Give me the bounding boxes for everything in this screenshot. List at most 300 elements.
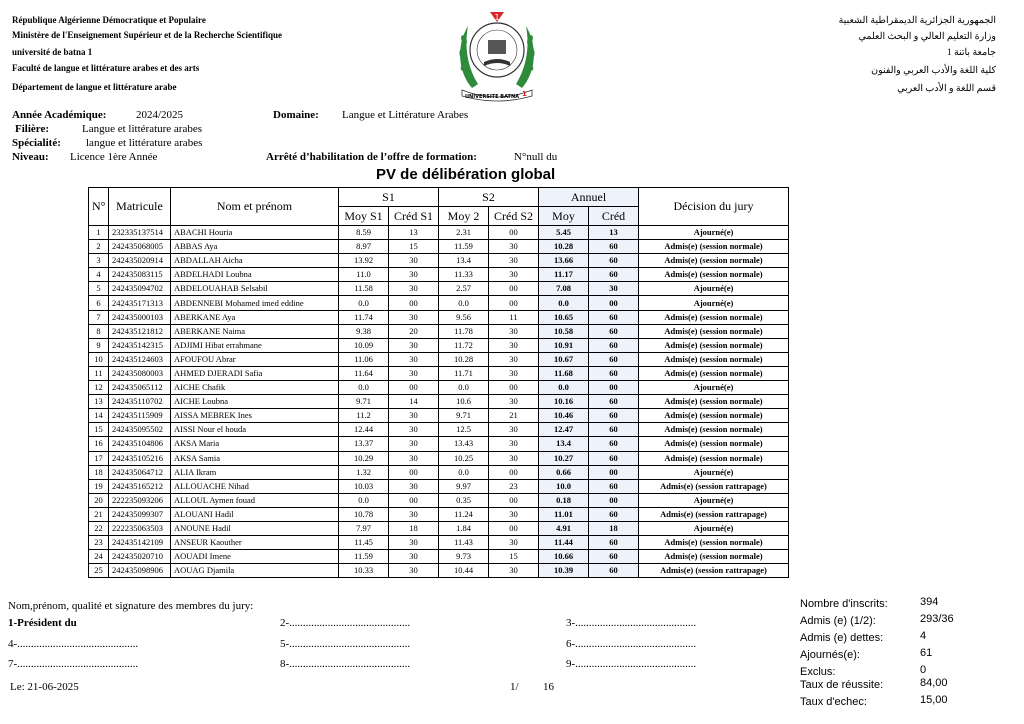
cell-nom: AHMED DJERADI Safia [171, 366, 339, 380]
jury-member-7: 7-............................................ [8, 658, 139, 670]
cell-moy-2: 11.43 [439, 536, 489, 550]
table-row [89, 226, 789, 240]
cell-num: 19 [89, 479, 109, 493]
stat-value: 0 [920, 664, 927, 676]
stat-value: 293/36 [920, 613, 954, 625]
table-row [89, 507, 789, 521]
table-row [89, 479, 789, 493]
cell-cred-s2: 00 [489, 296, 539, 310]
cell-moy-s1: 0.0 [339, 493, 389, 507]
cell-num: 15 [89, 423, 109, 437]
col-annuel: Annuel [539, 188, 639, 207]
cell-matricule: 242435020914 [109, 254, 171, 268]
cell-cred-s1: 30 [389, 451, 439, 465]
cell-moy: 0.0 [539, 296, 589, 310]
cell-moy-2: 0.0 [439, 381, 489, 395]
cell-cred: 60 [589, 550, 639, 564]
logo-caption: UNIVERSITE BATNA [464, 94, 520, 100]
cell-decision: Admis(e) (session normale) [639, 550, 789, 564]
table-row [89, 451, 789, 465]
cell-cred-s2: 30 [489, 507, 539, 521]
cell-cred-s1: 30 [389, 282, 439, 296]
header-right-line: كلية اللغة والأدب العربي والفنون [871, 66, 996, 76]
cell-moy-s1: 9.38 [339, 324, 389, 338]
cell-moy-s1: 1.32 [339, 465, 389, 479]
cell-cred: 00 [589, 381, 639, 395]
header-left-line: Département de langue et littérature arabe [12, 82, 177, 92]
table-body [89, 226, 789, 578]
cell-cred-s1: 30 [389, 366, 439, 380]
cell-cred-s2: 30 [489, 338, 539, 352]
cell-decision: Admis(e) (session normale) [639, 352, 789, 366]
cell-cred-s2: 30 [489, 437, 539, 451]
cell-matricule: 222235063503 [109, 521, 171, 535]
cell-moy-2: 0.0 [439, 465, 489, 479]
cell-cred: 60 [589, 324, 639, 338]
cell-nom: AKSA Samia [171, 451, 339, 465]
cell-decision: Ajourné(e) [639, 493, 789, 507]
cell-cred-s2: 00 [489, 226, 539, 240]
cell-nom: AISSI Nour el houda [171, 423, 339, 437]
cell-moy-s1: 10.33 [339, 564, 389, 578]
jury-member-1: 1-Président du [8, 617, 77, 629]
cell-matricule: 242435064712 [109, 465, 171, 479]
cell-nom: ANOUNE Hadil [171, 521, 339, 535]
cell-nom: AKSA Maria [171, 437, 339, 451]
stat-label: Exclus: [800, 666, 836, 678]
jury-member-6: 6-............................................ [566, 638, 697, 650]
cell-num: 2 [89, 240, 109, 254]
cell-cred-s2: 15 [489, 550, 539, 564]
cell-moy: 10.58 [539, 324, 589, 338]
cell-moy-s1: 0.0 [339, 381, 389, 395]
footer-date: Le: 21-06-2025 [10, 681, 79, 693]
table-row [89, 352, 789, 366]
cell-moy-s1: 10.78 [339, 507, 389, 521]
cell-moy-2: 11.78 [439, 324, 489, 338]
cell-cred: 60 [589, 507, 639, 521]
cell-decision: Admis(e) (session rattrapage) [639, 479, 789, 493]
cell-matricule: 242435080003 [109, 366, 171, 380]
cell-moy-2: 11.33 [439, 268, 489, 282]
cell-cred: 30 [589, 282, 639, 296]
cell-nom: ANSEUR Kaouther [171, 536, 339, 550]
cell-moy-s1: 10.09 [339, 338, 389, 352]
cell-cred-s2: 30 [489, 268, 539, 282]
niveau-value: Licence 1ère Année [70, 151, 158, 163]
col-s1: S1 [339, 188, 439, 207]
cell-moy: 10.0 [539, 479, 589, 493]
cell-moy: 10.39 [539, 564, 589, 578]
stat-label: Admis (e) dettes: [800, 632, 884, 644]
cell-moy-2: 9.73 [439, 550, 489, 564]
cell-nom: AICHE Loubna [171, 395, 339, 409]
cell-cred: 60 [589, 240, 639, 254]
cell-cred-s2: 00 [489, 521, 539, 535]
cell-num: 17 [89, 451, 109, 465]
cell-nom: ALOUANI Hadil [171, 507, 339, 521]
header-right [839, 14, 996, 96]
col-moy-2: Moy 2 [439, 207, 489, 226]
cell-moy: 11.44 [539, 536, 589, 550]
cell-moy-2: 9.97 [439, 479, 489, 493]
col-cred-s1: Créd S1 [389, 207, 439, 226]
jury-member-9: 9-............................................ [566, 658, 697, 670]
arrete-label: Arrêté d’habilitation de l’offre de formation: [266, 151, 477, 163]
cell-cred-s1: 30 [389, 536, 439, 550]
cell-moy-2: 2.57 [439, 282, 489, 296]
header-left-line: université de batna 1 [12, 47, 93, 57]
cell-decision: Admis(e) (session normale) [639, 536, 789, 550]
cell-moy-2: 10.44 [439, 564, 489, 578]
annee-value: 2024/2025 [136, 109, 184, 121]
cell-nom: ABDENNEBI Mohamed imed eddine [171, 296, 339, 310]
cell-cred-s1: 30 [389, 437, 439, 451]
cell-nom: ABDELOUAHAB Selsabil [171, 282, 339, 296]
cell-matricule: 222235093206 [109, 493, 171, 507]
cell-moy: 13.4 [539, 437, 589, 451]
col-decision: Décision du jury [639, 188, 789, 226]
cell-cred: 18 [589, 521, 639, 535]
cell-matricule: 242435068005 [109, 240, 171, 254]
cell-matricule: 242435095502 [109, 423, 171, 437]
cell-nom: ABACHI Houria [171, 226, 339, 240]
cell-cred-s1: 00 [389, 465, 439, 479]
domaine-label: Domaine: [273, 109, 319, 121]
cell-moy-s1: 9.71 [339, 395, 389, 409]
cell-cred-s1: 30 [389, 423, 439, 437]
cell-moy-s1: 13.92 [339, 254, 389, 268]
cell-moy-s1: 11.06 [339, 352, 389, 366]
cell-matricule: 242435094702 [109, 282, 171, 296]
cell-cred-s2: 30 [489, 254, 539, 268]
jury-title: Nom,prénom, qualité et signature des membres du jury: [8, 600, 254, 612]
cell-num: 12 [89, 381, 109, 395]
cell-moy: 0.0 [539, 381, 589, 395]
cell-cred-s2: 21 [489, 409, 539, 423]
cell-moy: 7.08 [539, 282, 589, 296]
cell-matricule: 242435121812 [109, 324, 171, 338]
cell-num: 25 [89, 564, 109, 578]
cell-matricule: 242435142315 [109, 338, 171, 352]
cell-matricule: 242435105216 [109, 451, 171, 465]
cell-moy: 10.27 [539, 451, 589, 465]
cell-moy-s1: 11.0 [339, 268, 389, 282]
col-s2: S2 [439, 188, 539, 207]
cell-cred-s1: 30 [389, 507, 439, 521]
header-left-line: Ministère de l'Enseignement Supérieur et de la Recherche Scientifique [12, 30, 282, 40]
cell-matricule: 242435165212 [109, 479, 171, 493]
cell-cred: 60 [589, 437, 639, 451]
annee-label: Année Académique: [12, 109, 107, 121]
stat-value: 84,00 [920, 677, 948, 689]
table-row [89, 493, 789, 507]
cell-moy-s1: 11.74 [339, 310, 389, 324]
stat-label: Taux d'echec: [800, 696, 867, 708]
cell-nom: ABDELHADI Loubna [171, 268, 339, 282]
cell-num: 21 [89, 507, 109, 521]
cell-cred-s2: 30 [489, 324, 539, 338]
cell-cred: 60 [589, 409, 639, 423]
header-right-line: قسم اللغة و الأدب العربي [897, 84, 996, 94]
cell-cred: 60 [589, 268, 639, 282]
table-row [89, 521, 789, 535]
deliberation-table [88, 187, 789, 578]
table-row [89, 536, 789, 550]
cell-moy: 10.65 [539, 310, 589, 324]
table-row [89, 268, 789, 282]
cell-cred-s1: 30 [389, 564, 439, 578]
cell-decision: Ajourné(e) [639, 521, 789, 535]
cell-cred-s2: 11 [489, 310, 539, 324]
cell-moy: 12.47 [539, 423, 589, 437]
cell-cred-s1: 30 [389, 409, 439, 423]
table-row [89, 381, 789, 395]
cell-decision: Admis(e) (session normale) [639, 366, 789, 380]
cell-moy-2: 13.4 [439, 254, 489, 268]
cell-matricule: 242435000103 [109, 310, 171, 324]
cell-matricule: 242435020710 [109, 550, 171, 564]
cell-decision: Admis(e) (session normale) [639, 451, 789, 465]
cell-cred: 60 [589, 395, 639, 409]
table-row [89, 465, 789, 479]
cell-moy-2: 13.43 [439, 437, 489, 451]
jury-member-5: 5-............................................ [280, 638, 411, 650]
cell-moy: 11.68 [539, 366, 589, 380]
cell-num: 11 [89, 366, 109, 380]
cell-matricule: 242435171313 [109, 296, 171, 310]
cell-matricule: 242435083115 [109, 268, 171, 282]
cell-cred-s2: 30 [489, 423, 539, 437]
cell-cred-s1: 14 [389, 395, 439, 409]
cell-decision: Ajourné(e) [639, 296, 789, 310]
cell-decision: Admis(e) (session rattrapage) [639, 507, 789, 521]
table-row [89, 437, 789, 451]
cell-cred-s2: 23 [489, 479, 539, 493]
cell-cred-s2: 00 [489, 381, 539, 395]
stat-value: 15,00 [920, 694, 948, 706]
cell-moy: 10.46 [539, 409, 589, 423]
table-row [89, 423, 789, 437]
university-logo [452, 6, 542, 102]
cell-decision: Admis(e) (session normale) [639, 310, 789, 324]
cell-matricule: 242435104806 [109, 437, 171, 451]
table-row [89, 550, 789, 564]
cell-cred-s1: 00 [389, 381, 439, 395]
cell-num: 1 [89, 226, 109, 240]
cell-cred-s2: 00 [489, 282, 539, 296]
cell-moy: 4.91 [539, 521, 589, 535]
stat-label: Taux de réussite: [800, 679, 884, 691]
cell-moy: 10.28 [539, 240, 589, 254]
cell-decision: Ajourné(e) [639, 282, 789, 296]
cell-moy-2: 2.31 [439, 226, 489, 240]
cell-moy-s1: 0.0 [339, 296, 389, 310]
table-row [89, 366, 789, 380]
cell-moy-2: 9.56 [439, 310, 489, 324]
cell-cred-s2: 30 [489, 536, 539, 550]
stat-label: Ajournés(e): [800, 649, 860, 661]
col-num: N° [89, 188, 109, 226]
col-cred: Créd [589, 207, 639, 226]
cell-nom: ALLOUL Aymen fouad [171, 493, 339, 507]
cell-cred-s1: 20 [389, 324, 439, 338]
cell-moy-s1: 10.03 [339, 479, 389, 493]
table-row [89, 240, 789, 254]
cell-moy-2: 10.28 [439, 352, 489, 366]
cell-num: 24 [89, 550, 109, 564]
cell-cred: 60 [589, 366, 639, 380]
stat-label: Nombre d'inscrits: [800, 598, 888, 610]
cell-cred: 60 [589, 451, 639, 465]
cell-matricule: 232335137514 [109, 226, 171, 240]
cell-nom: ADJIMI Hibat errahmane [171, 338, 339, 352]
cell-cred-s1: 00 [389, 296, 439, 310]
cell-moy-s1: 11.58 [339, 282, 389, 296]
cell-num: 6 [89, 296, 109, 310]
cell-decision: Ajourné(e) [639, 465, 789, 479]
cell-num: 23 [89, 536, 109, 550]
header-right-line: الجمهورية الجزائرية الديمقراطية الشعبية [838, 16, 996, 26]
cell-nom: AICHE Chafik [171, 381, 339, 395]
cell-cred-s1: 18 [389, 521, 439, 535]
cell-nom: ABBAS Aya [171, 240, 339, 254]
cell-decision: Admis(e) (session normale) [639, 423, 789, 437]
cell-cred-s2: 00 [489, 493, 539, 507]
cell-cred-s2: 30 [489, 395, 539, 409]
table-row [89, 254, 789, 268]
cell-num: 20 [89, 493, 109, 507]
cell-matricule: 242435065112 [109, 381, 171, 395]
cell-cred: 60 [589, 310, 639, 324]
specialite-value: langue et littérature arabes [86, 137, 203, 149]
cell-nom: ALLOUACHE Nihad [171, 479, 339, 493]
cell-num: 10 [89, 352, 109, 366]
cell-cred-s1: 30 [389, 479, 439, 493]
cell-cred: 60 [589, 536, 639, 550]
cell-moy: 5.45 [539, 226, 589, 240]
col-moy: Moy [539, 207, 589, 226]
stat-value: 61 [920, 647, 933, 659]
cell-num: 18 [89, 465, 109, 479]
cell-moy-2: 11.71 [439, 366, 489, 380]
cell-moy-s1: 7.97 [339, 521, 389, 535]
cell-nom: AFOUFOU Abrar [171, 352, 339, 366]
cell-cred-s1: 13 [389, 226, 439, 240]
cell-cred-s2: 30 [489, 240, 539, 254]
cell-decision: Admis(e) (session normale) [639, 395, 789, 409]
cell-moy-2: 9.71 [439, 409, 489, 423]
cell-cred-s1: 30 [389, 550, 439, 564]
table-row [89, 324, 789, 338]
page-current: 1/ [510, 681, 519, 693]
col-nom: Nom et prénom [171, 188, 339, 226]
academic-year [12, 109, 106, 121]
page-total: 16 [543, 681, 554, 693]
cell-moy-2: 10.25 [439, 451, 489, 465]
cell-moy-s1: 12.44 [339, 423, 389, 437]
logo-number: 1 [522, 90, 527, 98]
cell-num: 16 [89, 437, 109, 451]
table-row [89, 310, 789, 324]
stats-block [800, 598, 1000, 713]
cell-moy-2: 0.0 [439, 296, 489, 310]
header-left [12, 14, 282, 94]
cell-nom: ABERKANE Naima [171, 324, 339, 338]
cell-moy: 10.91 [539, 338, 589, 352]
cell-cred-s2: 30 [489, 564, 539, 578]
cell-moy-2: 12.5 [439, 423, 489, 437]
stat-value: 4 [920, 630, 927, 642]
cell-moy: 10.66 [539, 550, 589, 564]
cell-cred-s1: 30 [389, 352, 439, 366]
jury-member-3: 3-............................................ [566, 617, 697, 629]
cell-decision: Admis(e) (session normale) [639, 324, 789, 338]
cell-num: 14 [89, 409, 109, 423]
cell-decision: Admis(e) (session normale) [639, 254, 789, 268]
cell-matricule: 242435099307 [109, 507, 171, 521]
jury-member-2: 2-............................................ [280, 617, 411, 629]
stat-value: 394 [920, 596, 939, 608]
cell-moy-s1: 8.59 [339, 226, 389, 240]
cell-moy-s1: 13.37 [339, 437, 389, 451]
cell-matricule: 242435142109 [109, 536, 171, 550]
table-row [89, 409, 789, 423]
page-title: PV de délibération global [376, 166, 556, 183]
cell-cred-s1: 30 [389, 338, 439, 352]
cell-cred-s1: 30 [389, 268, 439, 282]
cell-moy-s1: 11.64 [339, 366, 389, 380]
cell-moy: 10.67 [539, 352, 589, 366]
cell-moy-2: 11.72 [439, 338, 489, 352]
col-cred-s2: Créd S2 [489, 207, 539, 226]
arrete-value: N°null du [514, 151, 558, 163]
jury-member-4: 4-............................................ [8, 638, 139, 650]
cell-nom: ABDALLAH Aicha [171, 254, 339, 268]
cell-decision: Admis(e) (session normale) [639, 338, 789, 352]
cell-moy-2: 0.35 [439, 493, 489, 507]
cell-moy: 0.18 [539, 493, 589, 507]
cell-num: 13 [89, 395, 109, 409]
cell-moy-2: 11.59 [439, 240, 489, 254]
header-left-line: Faculté de langue et littérature arabes et des arts [12, 63, 200, 73]
cell-moy-2: 11.24 [439, 507, 489, 521]
cell-cred-s2: 30 [489, 451, 539, 465]
cell-decision: Ajourné(e) [639, 381, 789, 395]
cell-cred: 00 [589, 296, 639, 310]
stat-label: Admis (e) (1/2): [800, 615, 876, 627]
header-right-line: جامعة باتنة 1 [946, 48, 996, 58]
cell-moy: 0.66 [539, 465, 589, 479]
cell-nom: AISSA MEBREK Ines [171, 409, 339, 423]
cell-num: 3 [89, 254, 109, 268]
header-right-line: وزارة التعليم العالي و البحث العلمي [858, 32, 996, 42]
cell-cred: 60 [589, 254, 639, 268]
cell-moy: 11.01 [539, 507, 589, 521]
cell-cred-s2: 30 [489, 352, 539, 366]
domaine-value: Langue et Littérature Arabes [342, 109, 469, 121]
cell-cred-s1: 30 [389, 254, 439, 268]
table-row [89, 564, 789, 578]
col-matricule: Matricule [109, 188, 171, 226]
cell-nom: ABERKANE Aya [171, 310, 339, 324]
cell-num: 22 [89, 521, 109, 535]
cell-cred-s1: 15 [389, 240, 439, 254]
cell-matricule: 242435124603 [109, 352, 171, 366]
jury-member-8: 8-............................................ [280, 658, 411, 670]
table-row [89, 395, 789, 409]
cell-cred: 00 [589, 465, 639, 479]
